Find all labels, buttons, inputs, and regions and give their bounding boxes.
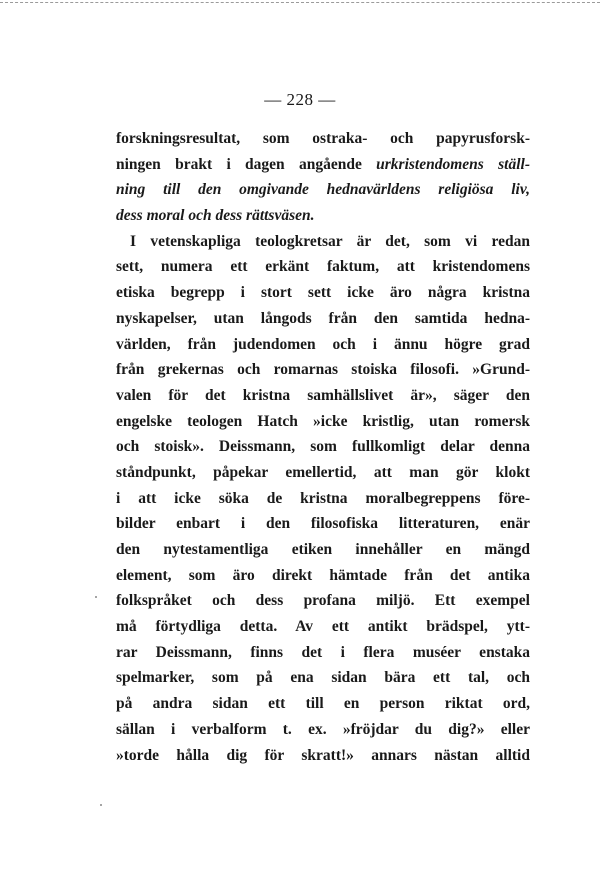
text-segment: engelske teologen Hatch »icke kristlig, utan romersk <box>116 412 530 430</box>
text-segment: sett, numera ett erkänt faktum, att kristendomens <box>116 258 530 276</box>
text-segment: bilder enbart i den filosofiska litteraturen, enär <box>116 515 530 533</box>
text-line <box>116 229 530 255</box>
text-line <box>116 691 530 717</box>
text-segment: »torde hålla dig för skratt!» annars nästan alltid <box>116 746 530 764</box>
text-line <box>116 383 530 409</box>
text-segment: sällan i verbalform t. ex. »fröjdar du dig?» eller <box>116 720 530 738</box>
page-top-edge <box>0 2 600 3</box>
text-segment: valen för det kristna samhällslivet är», säger den <box>116 386 530 404</box>
text-line <box>116 332 530 358</box>
text-line <box>116 409 530 435</box>
italic-text-segment: ning till den omgivande hednavärldens religiösa liv, <box>116 181 530 199</box>
text-segment: i att icke söka de kristna moralbegreppens före- <box>116 489 530 507</box>
text-line <box>116 588 530 614</box>
text-segment: folkspråket och dess profana miljö. Ett exempel <box>116 592 530 610</box>
text-line <box>116 203 530 229</box>
text-line <box>116 537 530 563</box>
text-segment: spelmarker, som på ena sidan bära ett tal, och <box>116 669 530 687</box>
text-line <box>116 665 530 691</box>
text-segment: från grekernas och romarnas stoiska filosofi. »Grund- <box>116 361 530 379</box>
paper-speck <box>95 596 97 598</box>
text-segment: ningen brakt i dagen angående <box>116 155 377 173</box>
text-line <box>116 743 530 769</box>
text-segment: och stoisk». Deissmann, som fullkomligt delar denna <box>116 438 530 456</box>
text-line <box>116 177 530 203</box>
text-line <box>116 357 530 383</box>
text-line <box>116 563 530 589</box>
text-segment: nyskapelser, utan långods från den samtida hedna- <box>116 309 530 327</box>
text-line <box>116 640 530 666</box>
text-segment: må förtydliga detta. Av ett antikt brädspel, ytt- <box>116 618 530 636</box>
text-line <box>116 434 530 460</box>
text-line <box>116 511 530 537</box>
text-segment: den nytestamentliga etiken innehåller en mängd <box>116 541 530 558</box>
text-line <box>116 486 530 512</box>
text-line <box>116 152 530 178</box>
text-segment: världen, från judendomen och i ännu högre grad <box>116 335 530 353</box>
text-segment: forskningsresultat, som ostraka- och papyrusforsk- <box>116 130 530 147</box>
text-line <box>116 126 530 152</box>
italic-text-segment: dess moral och dess rättsväsen. <box>116 207 315 225</box>
paper-speck <box>100 804 102 806</box>
page-number: — 228 — <box>264 90 336 109</box>
text-line <box>116 717 530 743</box>
text-line <box>116 306 530 332</box>
text-line <box>116 614 530 640</box>
text-segment: etiska begrepp i stort sett icke äro några kristna <box>116 284 530 302</box>
text-line <box>116 460 530 486</box>
body-text <box>116 126 530 768</box>
text-line <box>116 280 530 306</box>
text-segment: rar Deissmann, finns det i flera muséer enstaka <box>116 643 530 661</box>
text-segment: på andra sidan ett till en person riktat ord, <box>116 695 530 713</box>
text-segment: ståndpunkt, påpekar emellertid, att man gör klokt <box>116 463 530 481</box>
text-segment: element, som äro direkt hämtade från det antika <box>116 566 530 584</box>
text-segment: I vetenskapliga teologkretsar är det, som vi redan <box>130 232 530 250</box>
text-line <box>116 254 530 280</box>
italic-text-segment: urkristendomens ställ- <box>376 155 530 173</box>
